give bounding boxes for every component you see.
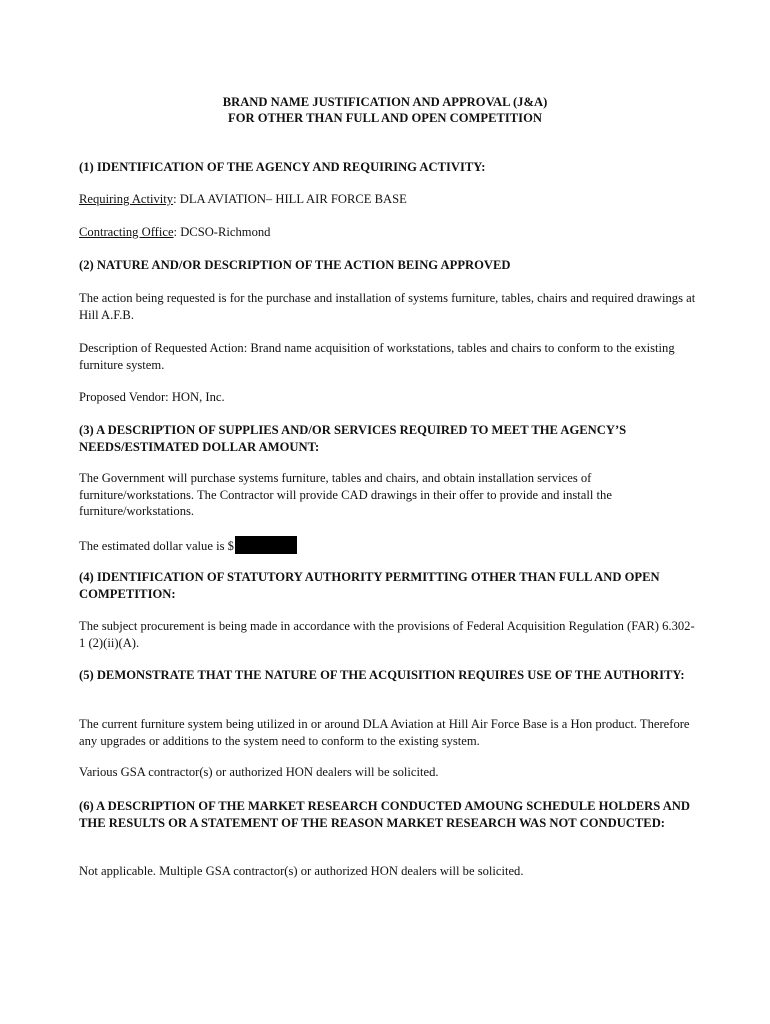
section-5-paragraph-2: Various GSA contractor(s) or authorized HON dealers will be solicited. — [79, 765, 439, 779]
proposed-vendor: Proposed Vendor: HON, Inc. — [79, 390, 225, 404]
contracting-office-value: : DCSO-Richmond — [173, 225, 271, 239]
requiring-activity-value: : DLA AVIATION– HILL AIR FORCE BASE — [173, 192, 407, 206]
section-6-paragraph-1: Not applicable. Multiple GSA contractor(s) or authorized HON dealers will be solicited. — [79, 864, 524, 878]
section-5-paragraph-1: The current furniture system being utilized in or around DLA Aviation at Hill Air Force Base is a Hon product. Therefore any upgrades or additions to the system need to conform to the existing system. — [79, 717, 690, 748]
section-5-heading: (5) DEMONSTRATE THAT THE NATURE OF THE ACQUISITION REQUIRES USE OF THE AUTHORITY: — [79, 668, 685, 682]
section-4-paragraph-1: The subject procurement is being made in accordance with the provisions of Federal Acquisition Regulation (FAR) 6.302-1 (2)(ii)(A). — [79, 619, 695, 650]
redaction-box — [235, 536, 297, 554]
requiring-activity-label: Requiring Activity — [79, 192, 174, 206]
section-2-paragraph-2: Description of Requested Action: Brand name acquisition of workstations, tables and chairs to conform to the existing furniture system. — [79, 341, 675, 372]
section-3-paragraph-1: The Government will purchase systems furniture, tables and chairs, and obtain installation services of furniture/workstations. The Contractor will provide CAD drawings in their offer to provide and install the furniture/workstations. — [79, 471, 612, 518]
contracting-office-label: Contracting Office — [79, 225, 174, 239]
contracting-office-line — [79, 224, 699, 241]
section-6-heading: (6) A DESCRIPTION OF THE MARKET RESEARCH CONDUCTED AMOUNG SCHEDULE HOLDERS AND THE RESULTS OR A STATEMENT OF THE REASON MARKET RESEARCH WAS NOT CONDUCTED: — [79, 799, 690, 830]
estimated-dollar-line — [79, 536, 699, 555]
title-line-2: FOR OTHER THAN FULL AND OPEN COMPETITION — [228, 111, 542, 125]
requiring-activity-line — [79, 191, 699, 208]
section-4-heading: (4) IDENTIFICATION OF STATUTORY AUTHORITY PERMITTING OTHER THAN FULL AND OPEN COMPETITION: — [79, 570, 660, 601]
estimated-dollar-text: The estimated dollar value is $ — [79, 539, 234, 553]
section-2-paragraph-1: The action being requested is for the purchase and installation of systems furniture, tables, chairs and required drawings at Hill A.F.B. — [79, 291, 696, 322]
section-1-heading: (1) IDENTIFICATION OF THE AGENCY AND REQUIRING ACTIVITY: — [79, 160, 486, 174]
section-3-heading: (3) A DESCRIPTION OF SUPPLIES AND/OR SERVICES REQUIRED TO MEET THE AGENCY’S NEEDS/ESTIMATED DOLLAR AMOUNT: — [79, 423, 627, 454]
title-line-1: BRAND NAME JUSTIFICATION AND APPROVAL (J&A) — [222, 95, 548, 109]
section-2-heading: (2) NATURE AND/OR DESCRIPTION OF THE ACTION BEING APPROVED — [79, 258, 511, 272]
